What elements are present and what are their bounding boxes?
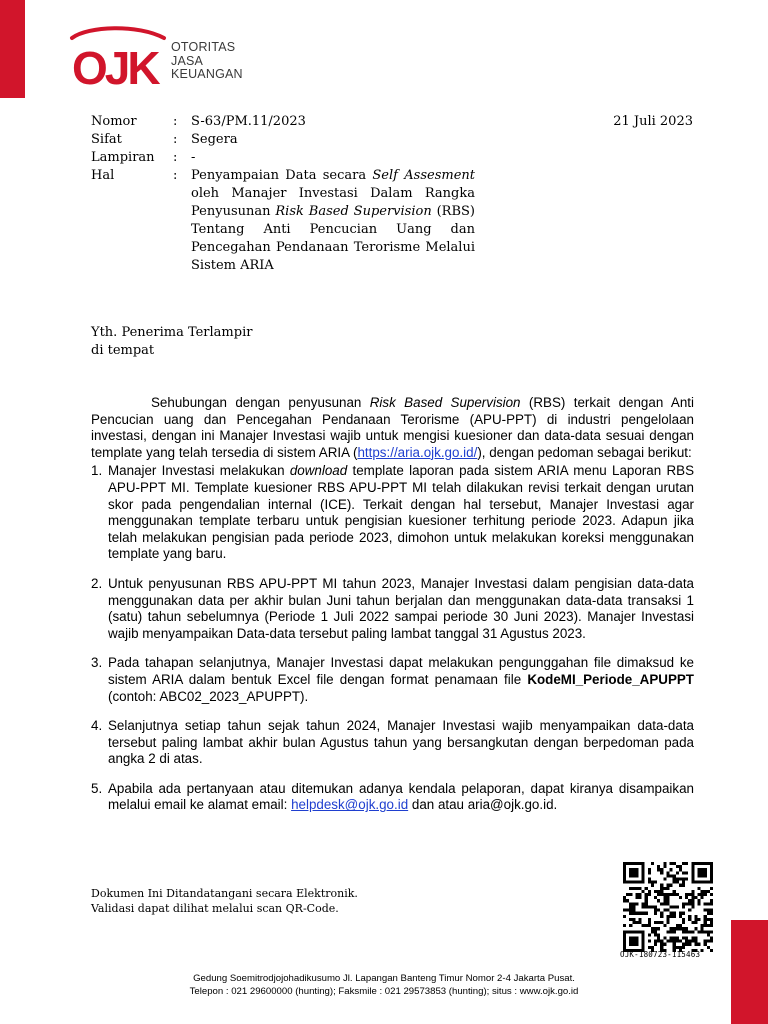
item-3-text-b: (contoh: ABC02_2023_APUPPT). (108, 688, 309, 704)
list-number: 3. (91, 655, 103, 671)
letter-footer (0, 973, 768, 998)
list-item-text (108, 655, 694, 705)
list-item-text: Selanjutnya setiap tahun sejak tahun 2024, Manajer Investasi wajib menyampaikan data-data tersebut paling lambat akhir bulan Agustus tahun yang bersangkutan dengan berpedoman pada angka 2 di atas. (108, 718, 694, 767)
item-5-text-a: Apabila ada pertanyaan atau ditemukan adanya kendala pelaporan, dapat kiranya disampaikan melalui email ke alamat email: (108, 780, 694, 813)
item-1-text-b: template laporan pada sistem ARIA menu Laporan RBS APU-PPT MI. Template kuesioner RBS APU-PPT MI telah dilakukan revisi terkait dengan urutan skor pada pengendalian internal (ICE). Terkait dengan hal tersebut, Manajer Investasi agar menggunakan template terbaru untuk pengisian kuesioner terhitung periode 2023. Adapun jika telah melakukan pengisian pada periode 2023, dimohon untuk melakukan koreksi menggunakan template yang baru. (108, 463, 694, 562)
hal-text-italic-2: Risk Based Supervision (275, 204, 432, 219)
meta-row-lampiran (91, 149, 475, 167)
nomor-value: S-63/PM.11/2023 (191, 114, 306, 129)
red-accent-bar-top (0, 0, 25, 98)
hal-text-3: (RBS) Tentang Anti Pencucian Uang dan Pencegahan Pendanaan Terorisme Melalui Sistem ARIA (191, 204, 475, 273)
logo-line-1: OTORITAS (171, 40, 236, 54)
intro-italic: Risk Based Supervision (369, 395, 521, 410)
list-item (91, 718, 694, 768)
hal-value (191, 167, 475, 275)
qr-code-icon (621, 862, 715, 952)
intro-text-2: (RBS) terkait dengan Anti Pencucian uang dan Pencegahan Pendanaan Terorisme (APU-PPT) di industri pengelolaan investasi, dengan ini Manajer Investasi wajib untuk mengisi kuesioner dan data-data sesuai dengan template yang telah tersedia di sistem ARIA ( (91, 395, 694, 460)
colon: : (173, 150, 178, 165)
sifat-value: Segera (191, 132, 238, 147)
letter-body (91, 395, 694, 827)
list-number: 2. (91, 575, 103, 591)
intro-paragraph (91, 395, 694, 461)
list-number: 4. (91, 718, 103, 734)
red-accent-bar-bottom (731, 920, 768, 1024)
intro-text-1: Sehubungan dengan penyusunan (151, 395, 370, 410)
list-number: 5. (91, 780, 103, 796)
colon: : (173, 114, 178, 129)
list-item (91, 655, 694, 705)
item-3-text-a: Pada tahapan selanjutnya, Manajer Investasi dapat melakukan pengunggahan file dimaksud ke sistem ARIA dalam bentuk Excel file dengan format penamaan file (108, 655, 694, 687)
guideline-list (91, 463, 694, 814)
footer-contact: Telepon : 021 29600000 (hunting); Faksmile : 021 29573853 (hunting); situs : www.ojk.go.id (189, 985, 579, 997)
recipient-line-1: Yth. Penerima Terlampir (91, 325, 253, 340)
hal-text-italic-1: Self Assesment (372, 168, 475, 183)
signature-line-1: Dokumen Ini Ditandatangani secara Elektronik. (91, 887, 358, 900)
list-item-text (108, 463, 694, 563)
colon: : (173, 132, 178, 147)
hal-text-1: Penyampaian Data secara (191, 168, 373, 183)
signature-line-2: Validasi dapat dilihat melalui scan QR-Code. (91, 902, 339, 915)
list-item-text: Untuk penyusunan RBS APU-PPT MI tahun 2023, Manajer Investasi dalam pengisian data-data menggunakan data per akhir bulan Juni tahun berjalan dan menggunakan data-data transaksi 1 (satu) tahun sebelumnya (Periode 1 Juli 2022 sampai periode 30 Juni 2023). Manajer Investasi wajib menyampaikan Data-data tersebut paling lambat tanggal 31 Agustus 2023. (108, 575, 694, 641)
item-3-bold: KodeMI_Periode_APUPPT (527, 671, 694, 687)
meta-row-sifat (91, 131, 475, 149)
list-item (91, 576, 694, 642)
meta-row-hal (91, 167, 475, 275)
letter-date: 21 Juli 2023 (613, 114, 693, 129)
sifat-label: Sifat (91, 132, 122, 147)
list-item (91, 463, 694, 563)
logo-mark: OJK (72, 42, 158, 94)
signature-note (91, 886, 358, 916)
meta-row-nomor (91, 113, 475, 131)
colon: : (173, 168, 178, 183)
logo-swoosh (72, 28, 164, 38)
list-item (91, 781, 694, 814)
list-item-text (108, 781, 694, 814)
hal-text-2: oleh Manajer Investasi Dalam Rangka Penyusunan (191, 186, 475, 219)
footer-address: Gedung Soemitrodjojohadikusumo Jl. Lapangan Banteng Timur Nomor 2-4 Jakarta Pusat. (193, 973, 575, 984)
item-1-text-a: Manajer Investasi melakukan (108, 463, 290, 479)
nomor-label: Nomor (91, 114, 137, 129)
aria-link[interactable]: https://aria.ojk.go.id/ (357, 444, 478, 460)
item-5-text-b: dan atau aria@ojk.go.id. (408, 797, 558, 813)
list-number: 1. (91, 463, 103, 479)
intro-text-3: ), dengan pedoman sebagai berikut: (477, 444, 692, 460)
hal-label: Hal (91, 168, 115, 183)
recipient-block (91, 324, 252, 360)
qr-document-id: OJK-180723-115463 (620, 950, 701, 959)
helpdesk-email-link[interactable]: helpdesk@ojk.go.id (291, 797, 409, 813)
logo-line-3: KEUANGAN (171, 67, 243, 82)
logo-wordmark (171, 41, 243, 82)
lampiran-value: - (191, 150, 196, 165)
logo-line-2: JASA (171, 53, 204, 68)
recipient-line-2: di tempat (91, 343, 155, 358)
letter-meta (91, 113, 475, 275)
lampiran-label: Lampiran (91, 150, 155, 165)
item-1-italic: download (289, 463, 348, 479)
